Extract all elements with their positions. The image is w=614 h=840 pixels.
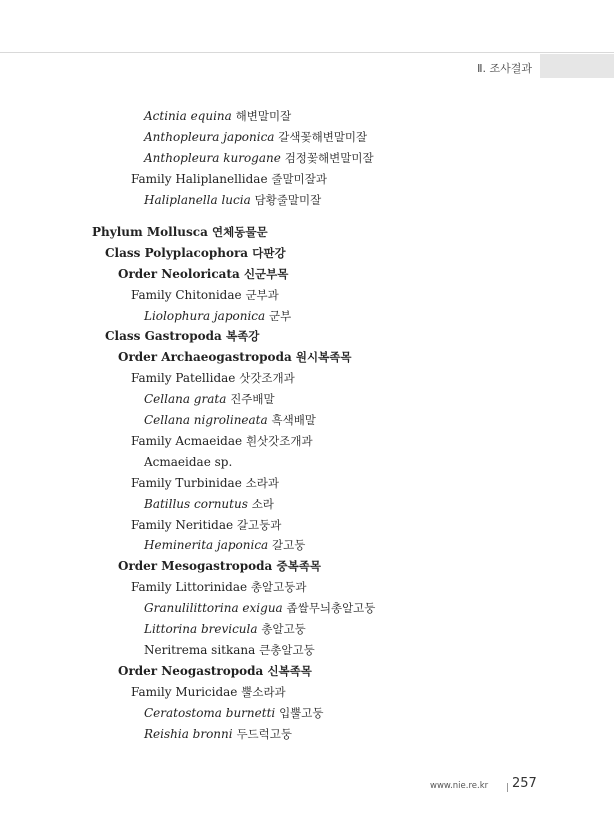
scientific-name: Anthopleura kurogane xyxy=(144,150,281,165)
footer-separator xyxy=(507,783,508,792)
scientific-name: Batillus cornutus xyxy=(144,496,248,511)
korean-name: 신복족목 xyxy=(267,663,312,678)
scientific-name: Anthopleura japonica xyxy=(144,129,275,144)
taxon-line xyxy=(144,127,367,147)
taxon-line xyxy=(131,515,281,535)
taxon-line xyxy=(131,169,327,189)
scientific-name: Littorina brevicula xyxy=(144,622,258,637)
scientific-name: Class Polyplacophora xyxy=(105,245,249,260)
korean-name: 연체동물문 xyxy=(212,224,268,239)
scientific-name: Actinia equina xyxy=(144,109,232,123)
korean-name: 신군부목 xyxy=(243,266,289,281)
korean-name: 복족강 xyxy=(225,329,260,344)
korean-name: 두드럭고둥 xyxy=(236,726,292,741)
scientific-name: Acmaeidae sp. xyxy=(144,454,233,469)
korean-name: 군부과 xyxy=(245,287,279,302)
korean-name: 검정꽃해변말미잘 xyxy=(284,150,374,165)
korean-name: 총알고둥과 xyxy=(250,580,307,595)
taxon-line xyxy=(144,190,321,210)
taxon-line xyxy=(105,243,286,263)
taxon-line xyxy=(105,326,259,346)
korean-name: 좁쌀무늬총알고둥 xyxy=(286,601,376,616)
header-tab-block xyxy=(540,54,614,78)
header-rule xyxy=(0,52,614,53)
taxon-line xyxy=(144,389,275,409)
korean-name: 갈고둥과 xyxy=(236,517,282,532)
scientific-name: Ceratostoma burnetti xyxy=(144,705,276,720)
scientific-name: Heminerita japonica xyxy=(144,538,269,553)
scientific-name: Family Muricidae xyxy=(131,684,238,699)
korean-name: 담황줄말미잘 xyxy=(254,192,322,207)
korean-name: 삿갓조개과 xyxy=(239,371,295,386)
korean-name: 줄말미잘과 xyxy=(271,171,327,186)
korean-name: 뿔소라과 xyxy=(241,684,286,699)
korean-name: 소라과 xyxy=(245,475,279,490)
scientific-name: Reishia bronni xyxy=(144,726,233,741)
scientific-name: Liolophura japonica xyxy=(144,308,266,323)
scientific-name: Family Patellidae xyxy=(131,371,236,386)
korean-name: 원시복족목 xyxy=(295,350,352,365)
korean-name: 흰삿갓조개과 xyxy=(245,433,313,448)
taxon-line xyxy=(131,368,295,388)
footer-url: www.nie.re.kr xyxy=(430,781,489,791)
scientific-name: Neritrema sitkana xyxy=(144,642,256,657)
korean-name: 큰총알고둥 xyxy=(259,642,315,657)
korean-name: 총알고둥 xyxy=(261,622,306,637)
korean-name: 군부 xyxy=(269,308,292,323)
scientific-name: Order Mesogastropoda xyxy=(118,559,273,574)
scientific-name: Phylum Mollusca xyxy=(92,224,208,239)
taxon-line xyxy=(118,661,312,681)
scientific-name: Family Haliplanellidae xyxy=(131,171,268,186)
scientific-name: Granulilittorina exigua xyxy=(144,601,283,616)
taxon-line xyxy=(144,535,305,555)
taxon-line xyxy=(144,598,375,618)
taxon-line xyxy=(118,264,288,284)
korean-name: 진주배말 xyxy=(230,392,275,407)
taxon-line xyxy=(144,619,306,639)
korean-name: 흑색배말 xyxy=(271,413,316,428)
taxon-line xyxy=(131,285,279,305)
korean-name: 갈고둥 xyxy=(272,538,306,553)
korean-name: 소라 xyxy=(251,496,274,511)
scientific-name: Family Turbinidae xyxy=(131,475,242,490)
taxon-line xyxy=(118,347,351,367)
scientific-name: Order Archaeogastropoda xyxy=(118,350,292,365)
taxon-line xyxy=(144,494,274,514)
korean-name: 해변말미잘 xyxy=(235,109,292,123)
taxon-line xyxy=(144,703,324,723)
scientific-name: Class Gastropoda xyxy=(105,329,222,344)
taxon-line xyxy=(144,148,374,168)
taxon-line xyxy=(144,306,291,326)
scientific-name: Family Neritidae xyxy=(131,517,234,532)
page-number: 257 xyxy=(512,776,537,791)
korean-name: 다판강 xyxy=(252,245,286,260)
taxon-line xyxy=(131,473,279,493)
taxon-line xyxy=(144,410,316,430)
korean-name: 갈색꽃해변말미잘 xyxy=(278,129,368,144)
scientific-name: Cellana nigrolineata xyxy=(144,413,268,428)
taxon-line xyxy=(131,431,313,451)
taxon-line xyxy=(131,577,306,597)
scientific-name: Family Chitonidae xyxy=(131,287,242,302)
scientific-name: Order Neoloricata xyxy=(118,266,240,281)
korean-name: 중복족목 xyxy=(276,559,321,574)
taxon-line xyxy=(144,106,291,126)
taxon-line xyxy=(144,724,292,744)
taxon-line xyxy=(92,222,268,242)
section-title: Ⅱ. 조사결과 xyxy=(477,62,532,75)
taxon-line xyxy=(144,452,232,472)
korean-name: 입뿔고둥 xyxy=(279,705,324,720)
taxon-line xyxy=(144,640,315,660)
taxon-line xyxy=(131,682,286,702)
scientific-name: Family Littorinidae xyxy=(131,580,248,595)
scientific-name: Cellana grata xyxy=(144,392,227,407)
scientific-name: Haliplanella lucia xyxy=(144,192,251,207)
scientific-name: Order Neogastropoda xyxy=(118,663,264,678)
taxon-line xyxy=(118,556,321,576)
scientific-name: Family Acmaeidae xyxy=(131,433,243,448)
